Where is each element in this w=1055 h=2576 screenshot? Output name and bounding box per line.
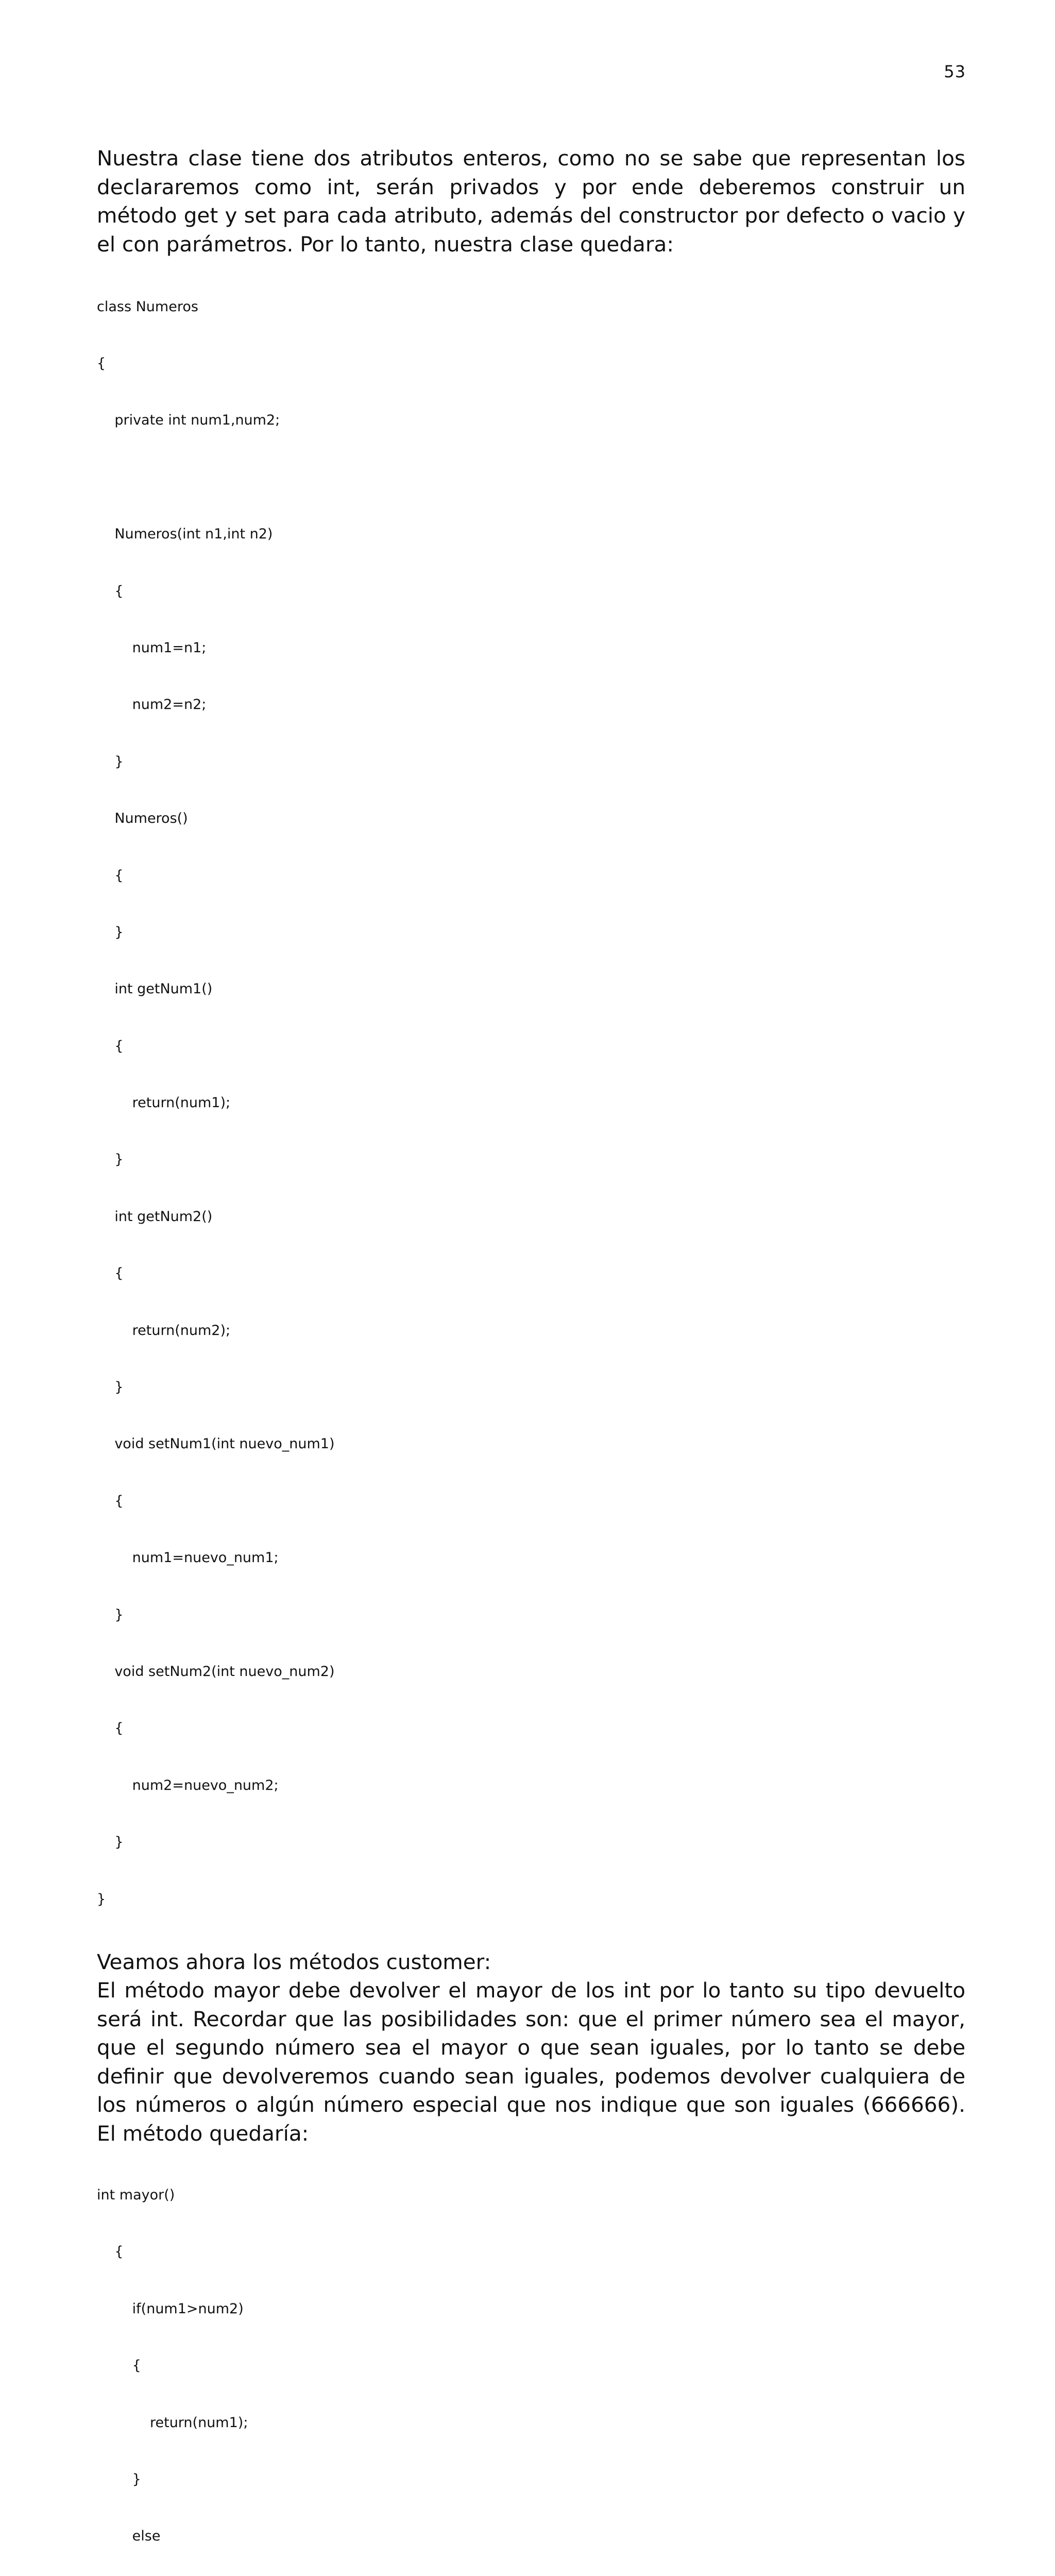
code-line: { [97,355,106,371]
customer-methods-heading: Veamos ahora los métodos customer: [97,1949,491,1974]
mayor-explanation-paragraph: El método mayor debe devolver el mayor de los int por lo tanto su tipo devuelto será int. Recordar que las posibilidades son: que el primer número sea el mayor, que el segundo número sea el mayor o que sean iguales, por lo tanto se debe definir que devolveremos cuando sean iguales, podemos devolver cualquiera de los números o algún número especial que nos indique que son iguales (666666). El método quedaría: [97,1978,965,2146]
code-line: int mayor() [97,2187,175,2204]
code-line: return(num1); [97,2414,248,2431]
code-line: } [97,1834,124,1851]
code-line: } [97,2471,141,2487]
code-line: } [97,924,124,940]
code-line: { [97,1493,124,1509]
code-line: return(num1); [97,1095,231,1111]
code-line: int getNum2() [97,1208,213,1225]
code-line: } [97,1606,124,1623]
code-line: } [97,753,124,770]
code-line: else [97,2528,161,2545]
code-line: private int num1,num2; [97,412,280,429]
code-line: Numeros(int n1,int n2) [97,526,273,543]
code-line: num2=n2; [97,697,207,713]
code-block-mayor [97,2148,965,2576]
code-line: Numeros() [97,810,188,827]
code-line: { [97,2244,124,2260]
code-line: { [97,1720,124,1737]
code-line: { [97,2358,141,2374]
code-line: { [97,1038,124,1054]
intro-paragraph: Nuestra clase tiene dos atributos enteros, como no se sabe que representan los declararemos como int, serán privados y por ende deberemos construir un método get y set para cada atributo, además del constructor por defecto o vacio y el con parámetros. Por lo tanto, nuestra clase quedara: [97,146,965,257]
code-line: { [97,867,124,884]
page-content [97,144,965,2576]
code-line: void setNum1(int nuevo_num1) [97,1436,335,1452]
code-line: if(num1>num2) [97,2300,244,2317]
code-line: void setNum2(int nuevo_num2) [97,1663,335,1680]
code-block-class-numeros [97,260,965,1947]
code-line: } [97,1891,106,1907]
code-line: { [97,583,124,599]
code-line: class Numeros [97,298,198,315]
code-line: num2=nuevo_num2; [97,1777,279,1793]
code-line: num1=n1; [97,639,207,656]
code-line: } [97,1151,124,1168]
code-line: { [97,1265,124,1282]
code-line [97,468,965,487]
code-line: return(num2); [97,1322,231,1338]
code-line: } [97,1379,124,1396]
code-line: num1=nuevo_num1; [97,1550,279,1566]
code-line: int getNum1() [97,981,213,997]
page-number: 53 [944,62,966,81]
